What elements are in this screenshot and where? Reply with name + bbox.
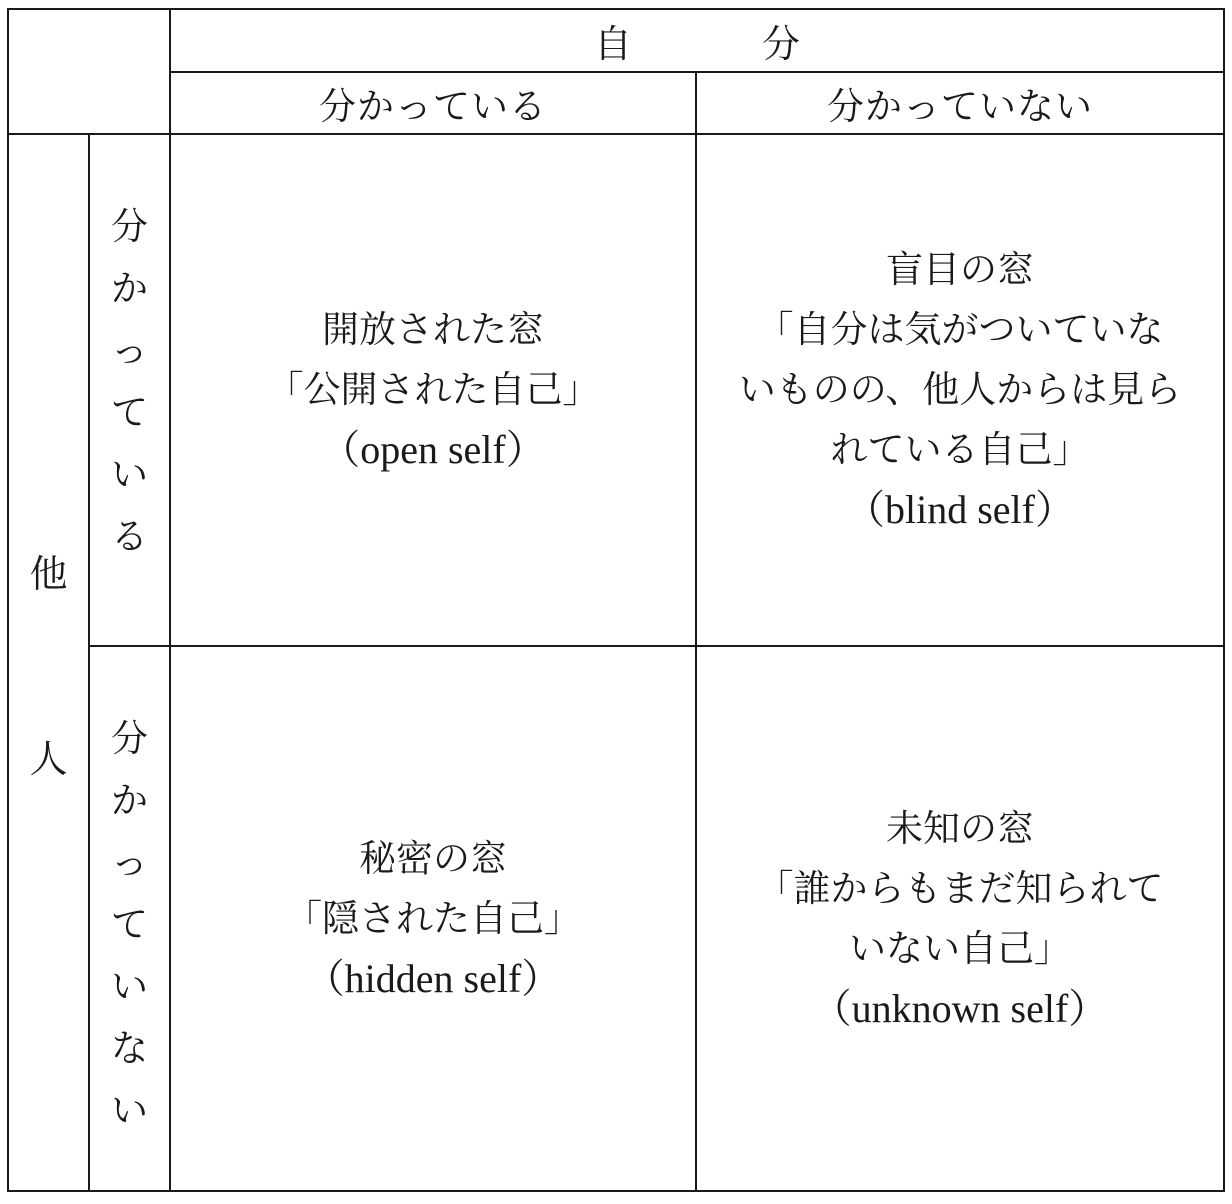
border-left [7, 8, 9, 1192]
open-window-title: 開放された窓 [322, 308, 544, 351]
open-window-english: （open self） [320, 427, 546, 472]
open-window-description: 「公開された自己」 [266, 368, 600, 411]
hidden-window-description: 「隠された自己」 [285, 896, 581, 940]
column-header-known: 分かっている [319, 85, 547, 128]
row-header-unknown-char: い [111, 965, 148, 1008]
hidden-window-title: 秘密の窓 [359, 836, 507, 880]
row-header-known-char: か [111, 267, 148, 310]
unknown-window-description-line: いない自己」 [849, 926, 1071, 970]
border-bottom [7, 1190, 1225, 1192]
border-right [1223, 8, 1225, 1192]
quadrant-hidden-window [171, 647, 695, 1190]
row-header-known-char: っ [111, 329, 148, 372]
blind-window-description-line: いものの、他人からは見ら [738, 368, 1182, 411]
blind-window-description-line: れている自己」 [830, 428, 1090, 471]
row-header-unknown-char: い [111, 1089, 148, 1132]
row-header-known-char: て [111, 391, 148, 434]
row-header-unknown-char: っ [111, 841, 148, 884]
row-header-known-char: 分 [111, 205, 148, 248]
blind-window-english: （blind self） [845, 487, 1075, 532]
column-header-unknown: 分かっていない [827, 85, 1093, 128]
self-header-char-1: 自 [593, 22, 632, 66]
row-header-known [90, 196, 169, 568]
unknown-window-english: （unknown self） [811, 985, 1109, 1031]
self-header-char-2: 分 [762, 22, 801, 66]
blind-window-description-line: 「自分は気がついていな [756, 308, 1164, 351]
row-header-unknown-char: て [111, 903, 148, 946]
others-label-char-1: 他 [29, 551, 68, 596]
row-header-known-char: い [111, 453, 148, 496]
row-header-unknown-char: な [111, 1027, 148, 1070]
unknown-window-description-line: 「誰からもまだ知られて [756, 866, 1164, 910]
quadrant-open-window [171, 135, 695, 645]
quadrant-blind-window [697, 135, 1223, 645]
quadrant-unknown-window [697, 647, 1223, 1190]
others-label-char-2: 人 [29, 736, 68, 781]
row-header-unknown [90, 708, 169, 1142]
unknown-window-title: 未知の窓 [886, 806, 1034, 850]
hidden-window-english: （hidden self） [304, 955, 562, 1001]
row-header-unknown-char: か [111, 779, 148, 822]
row-header-known-char: る [111, 515, 148, 558]
self-header [171, 10, 1223, 71]
row-header-unknown-char: 分 [111, 717, 148, 760]
blind-window-title: 盲目の窓 [886, 248, 1034, 291]
